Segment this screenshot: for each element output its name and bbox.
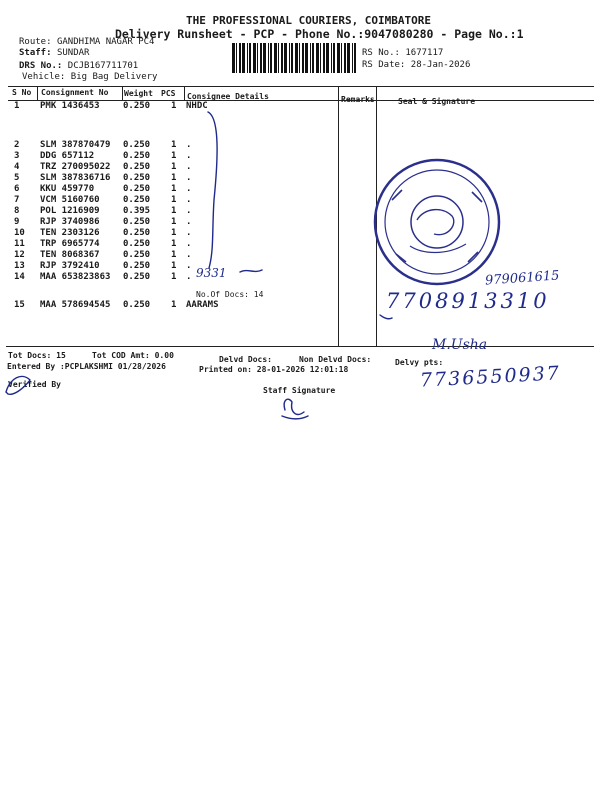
col-header-sno: S No (12, 88, 32, 97)
row-weight: 0.250 (123, 300, 151, 310)
handwritten-phone-small: 979061615 (484, 268, 560, 289)
vehicle-value: Big Bag Delivery (70, 72, 158, 82)
row-pcs: 1 (171, 300, 177, 310)
non-delvd-docs: Non Delvd Docs: (299, 355, 372, 364)
delvd-docs: Delvd Docs: (219, 355, 272, 364)
entered-by: Entered By :PCPLAKSHMI 01/28/2026 (7, 362, 166, 371)
row-sno: 8 (14, 206, 20, 216)
row-weight: 0.250 (123, 140, 151, 150)
row-consignee: . (186, 228, 192, 238)
row-sno: 13 (14, 261, 25, 271)
row-consignment-no: RJP 3792410 (40, 261, 100, 271)
row-consignment-no: TEN 8068367 (40, 250, 100, 260)
delvy-pts: Delvy pts: (395, 358, 444, 367)
row-pcs: 1 (171, 206, 177, 216)
row-consignee: NHDC (186, 101, 208, 111)
row-sno: 10 (14, 228, 25, 238)
row-weight: 0.250 (123, 261, 151, 271)
row-weight: 0.250 (123, 173, 151, 183)
row-consignee: . (186, 151, 192, 161)
row-consignee: . (186, 217, 192, 227)
row-pcs: 1 (171, 151, 177, 161)
row-consignment-no: SLM 387836716 (40, 173, 111, 183)
row-consignee: . (186, 162, 192, 172)
row-sno: 1 (14, 101, 20, 111)
row-weight: 0.250 (123, 101, 151, 111)
vehicle-label: Vehicle: (22, 72, 66, 82)
row-consignee: . (186, 272, 192, 282)
row-weight: 0.395 (123, 206, 151, 216)
dash-stroke (240, 270, 262, 272)
handwritten-phone-2: 7736550937 (419, 362, 562, 392)
printed-on: Printed on: 28-01-2026 12:01:18 (199, 365, 349, 374)
row-consignment-no: TRP 6965774 (40, 239, 100, 249)
row-weight: 0.250 (123, 151, 151, 161)
row-sno: 3 (14, 151, 20, 161)
row-weight: 0.250 (123, 162, 151, 172)
row-sno: 2 (14, 140, 20, 150)
row-pcs: 1 (171, 162, 177, 172)
drs-value: DCJB167711701 (67, 61, 139, 71)
row-sno: 11 (14, 239, 25, 249)
row-consignment-no: TRZ 270095022 (40, 162, 111, 172)
row-consignee: . (186, 140, 192, 150)
row-sno: 14 (14, 272, 25, 282)
staff-label: Staff: (19, 48, 52, 58)
staff-value: SUNDAR (56, 48, 90, 58)
row-consignee: . (186, 184, 192, 194)
verified-by: Verified By (8, 380, 61, 389)
row-consignee: . (186, 173, 192, 183)
rs-date-value: 28-Jan-2026 (410, 60, 471, 70)
row-consignee: . (186, 250, 192, 260)
row-pcs: 1 (171, 140, 177, 150)
row-weight: 0.250 (123, 184, 151, 194)
col-header-remarks: Remarks (341, 95, 375, 104)
row-consignment-no: MAA 578694545 (40, 300, 111, 310)
row-consignment-no: MAA 653823863 (40, 272, 111, 282)
col-header-weight: Weight (124, 89, 153, 98)
row-consignment-no: TEN 2303126 (40, 228, 100, 238)
col-header-pcs: PCS (161, 89, 176, 98)
no-of-docs: No.Of Docs: 14 (196, 290, 264, 299)
row-pcs: 1 (171, 101, 177, 111)
row-consignment-no: PMK 1436453 (40, 101, 100, 111)
bracket-stroke (208, 112, 217, 268)
company-name: THE PROFESSIONAL COURIERS, COIMBATORE (186, 14, 432, 27)
runsheet-title: Delivery Runsheet - PCP - Phone No.:9047080280 - Page No.:1 (115, 27, 524, 41)
row-sno: 9 (14, 217, 20, 227)
row-pcs: 1 (171, 195, 177, 205)
rs-no-value: 1677117 (405, 48, 444, 58)
row-consignment-no: KKU 459770 (40, 184, 95, 194)
row-pcs: 1 (171, 184, 177, 194)
row-sno: 6 (14, 184, 20, 194)
row-weight: 0.250 (123, 217, 151, 227)
row-sno: 15 (14, 300, 25, 310)
row-consignee: AARAMS (186, 300, 219, 310)
row-weight: 0.250 (123, 195, 151, 205)
drs-label: DRS No.: (19, 61, 63, 71)
handwritten-name: M.Usha (432, 337, 488, 353)
row-pcs: 1 (171, 261, 177, 271)
row-weight: 0.250 (123, 239, 151, 249)
col-header-consignment: Consignment No (41, 88, 109, 97)
row-consignee: . (186, 239, 192, 249)
row-pcs: 1 (171, 228, 177, 238)
rs-date-label: RS Date: (362, 60, 406, 70)
row-consignment-no: VCM 5160760 (40, 195, 100, 205)
col-header-consignee: Consignee Details (187, 92, 269, 101)
row-consignment-no: RJP 3740986 (40, 217, 100, 227)
row-pcs: 1 (171, 272, 177, 282)
row-sno: 7 (14, 195, 20, 205)
row-consignee: . (186, 195, 192, 205)
row-pcs: 1 (171, 217, 177, 227)
row-pcs: 1 (171, 239, 177, 249)
col-header-seal: Seal & Signature (398, 97, 476, 106)
row-consignee: . (186, 261, 192, 271)
row-pcs: 1 (171, 250, 177, 260)
seal-stamp (362, 150, 512, 300)
row-consignee: . (186, 206, 192, 216)
rs-no-label: RS No.: (362, 48, 400, 58)
verify-scribble (6, 376, 30, 394)
row-sno: 5 (14, 173, 20, 183)
tick-stroke (380, 315, 392, 319)
row-sno: 12 (14, 250, 25, 260)
route-label: Route: (19, 37, 52, 47)
handwritten-phone: 7708913310 (386, 289, 550, 313)
tot-docs: Tot Docs: 15 (8, 351, 66, 360)
route-value: GANDHIMA NAGAR PC4 (56, 37, 155, 47)
row-weight: 0.250 (123, 228, 151, 238)
row-pcs: 1 (171, 173, 177, 183)
handwritten-mark: 9331 (196, 266, 227, 280)
row-weight: 0.250 (123, 250, 151, 260)
row-consignment-no: DDG 657112 (40, 151, 95, 161)
tot-cod-amt: Tot COD Amt: 0.00 (92, 351, 174, 360)
row-consignment-no: POL 1216909 (40, 206, 100, 216)
row-weight: 0.250 (123, 272, 151, 282)
row-sno: 4 (14, 162, 20, 172)
staff-signature-scribble (282, 399, 308, 419)
row-consignment-no: SLM 387870479 (40, 140, 111, 150)
staff-signature-label: Staff Signature (263, 386, 336, 395)
